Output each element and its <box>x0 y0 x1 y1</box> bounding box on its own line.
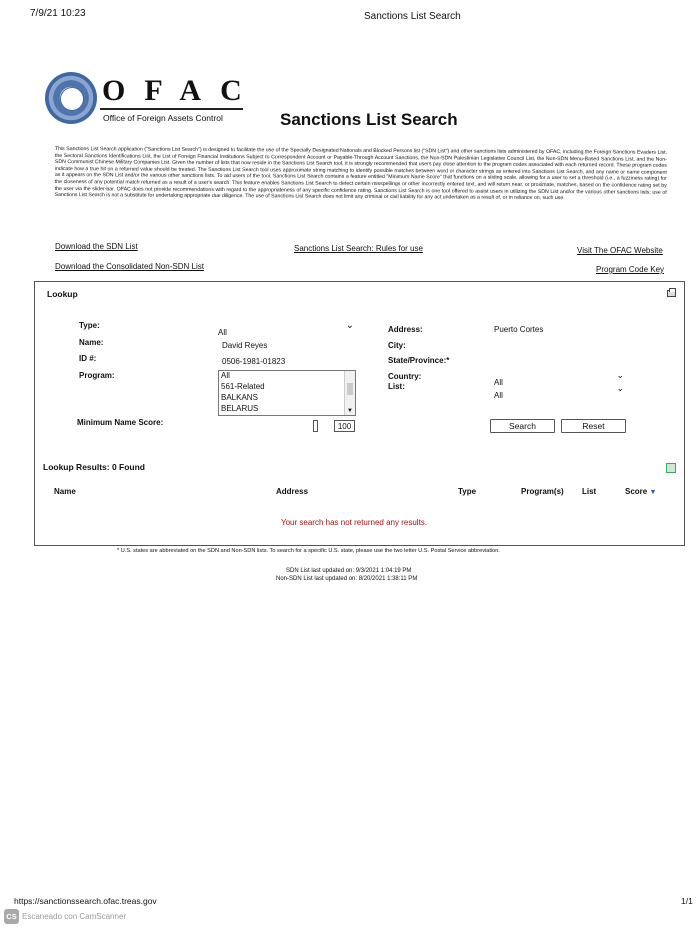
lookup-title: Lookup <box>47 289 78 299</box>
address-input[interactable]: Puerto Cortes <box>494 325 544 334</box>
program-option[interactable]: BELARUS <box>221 404 259 413</box>
ofac-wordmark: OFAC <box>102 74 261 107</box>
chevron-down-icon: ⌄ <box>345 320 354 331</box>
print-header <box>0 8 700 24</box>
name-label: Name: <box>79 338 104 347</box>
print-page-title: Sanctions List Search <box>364 11 461 22</box>
program-option[interactable]: All <box>221 371 230 380</box>
search-button[interactable]: Search <box>490 419 555 433</box>
camscanner-text: Escaneado con CamScanner <box>22 912 127 921</box>
city-label: City: <box>388 341 406 350</box>
country-value: All <box>494 378 503 387</box>
col-address-header[interactable]: Address <box>276 487 309 496</box>
program-label: Program: <box>79 371 115 380</box>
program-option[interactable]: BALKANS <box>221 393 258 402</box>
sdn-last-updated: SDN List last updated on: 9/3/2021 1:04:19 PM <box>286 568 412 574</box>
country-select[interactable] <box>494 370 624 387</box>
page-title: Sanctions List Search <box>280 110 458 129</box>
chevron-down-icon: ⌄ <box>616 370 624 380</box>
country-label: Country: <box>388 372 422 381</box>
list-value: All <box>494 391 503 400</box>
page-url: https://sanctionssearch.ofac.treas.gov <box>14 896 157 906</box>
scroll-down-arrow-icon[interactable]: ▼ <box>347 408 353 414</box>
col-score-header[interactable] <box>625 487 656 496</box>
name-input[interactable]: David Reyes <box>222 341 268 350</box>
list-select[interactable] <box>494 383 624 400</box>
no-results-message: Your search has not returned any results. <box>281 518 428 527</box>
intro-paragraph: This Sanctions List Search application ("Sanctions List Search") is designed to facilitate the use of the Specially Designated Nationals and Blocked Persons list ("SDN List") and other sanctions lists administered by OFAC, including the Foreign Sanctions Evaders List, the Sectoral Sanctions Identifications List, the List of Foreign Financial Institutions Subject to Correspondent Account or Payable-Through Account Sanctions, the Non-SDN Palestinian Legislative Council List, the Non-SDN Menu-Based Sanctions List, and the Non-SDN Communist Chinese Military Companies List. Given the number of lists that now reside in the Sanctions List Search tool, it is strongly recommended that users pay close attention to the program codes associated with each returned record. These program codes indicate how a true hit on a returned value should be treated. The Sanctions List Search tool uses approximate string matching to identify possible matches between word or character strings as entered into Sanctions List Search, and any name or name component as it appears on the SDN List and/or the various other sanctions lists. To aid users of the tool, Sanctions List Search contains a feature entitled "Minimum Name Score" that functions on a sliding scale, allowing for a user to set a threshold (i.e., a fuzziness rating) for the closeness of any potential match returned as a result of a user's search. This feature enables Sanctions List Search to detect certain misspellings or other incorrectly entered text, and will return near, or proximate, matches, based on the confidence rating set by the user via the slider-bar. OFAC does not provide recommendations with regard to the appropriateness of any specific confidence rating. Sanctions List Search is one tool offered to assist users in utilizing the SDN List and/or the various other sanctions lists; use of Sanctions List Search is not a substitute for undertaking appropriate due diligence. The use of Sanctions List Search does not limit any criminal or civil liability for any act undertaken as a result of, or in reliance on, such use. <box>54 146 667 202</box>
treasury-seal-icon <box>45 72 97 124</box>
state-footnote: * U.S. states are abbreviated on the SDN and Non-SDN lists. To search for a specific U.S. state, please use the two letter U.S. Postal Service abbreviation. <box>117 548 500 554</box>
reset-button[interactable]: Reset <box>561 419 626 433</box>
list-label: List: <box>388 382 405 391</box>
program-code-key-link[interactable]: Program Code Key <box>596 265 665 274</box>
results-title: Lookup Results: 0 Found <box>43 462 145 472</box>
id-input[interactable]: 0506-1981-01823 <box>222 357 286 366</box>
chevron-down-icon: ⌄ <box>616 383 624 393</box>
logo-divider <box>100 108 243 110</box>
type-select[interactable] <box>218 320 356 337</box>
rules-link[interactable]: Sanctions List Search: Rules for use <box>294 244 423 253</box>
min-score-slider-handle[interactable] <box>313 420 318 432</box>
min-score-input[interactable]: 100 <box>334 420 355 432</box>
type-label: Type: <box>79 321 100 330</box>
excel-export-icon[interactable] <box>666 463 676 473</box>
program-scrollbar[interactable] <box>344 371 355 415</box>
program-option[interactable]: 561-Related <box>221 382 265 391</box>
state-label: State/Province:* <box>388 356 450 365</box>
page-number: 1/1 <box>681 896 693 906</box>
nonsdn-last-updated: Non-SDN List last updated on: 8/20/2021 1:38:11 PM <box>276 576 418 582</box>
col-score-label: Score <box>625 487 648 496</box>
download-sdn-link[interactable]: Download the SDN List <box>55 242 138 251</box>
print-icon[interactable] <box>667 290 676 297</box>
visit-ofac-link[interactable]: Visit The OFAC Website <box>577 246 663 255</box>
col-name-header[interactable]: Name <box>54 487 76 496</box>
download-consolidated-link[interactable]: Download the Consolidated Non-SDN List <box>55 262 204 271</box>
id-label: ID #: <box>79 354 97 363</box>
camscanner-logo: CS <box>4 909 19 924</box>
print-datetime: 7/9/21 10:23 <box>30 8 86 19</box>
sort-down-icon: ▼ <box>649 489 657 496</box>
program-listbox[interactable] <box>218 370 356 416</box>
type-value: All <box>218 328 227 337</box>
ofac-subtitle: Office of Foreign Assets Control <box>103 113 223 123</box>
lookup-panel <box>34 281 685 546</box>
col-type-header[interactable]: Type <box>458 487 477 496</box>
col-list-header[interactable]: List <box>582 487 597 496</box>
address-label: Address: <box>388 325 423 334</box>
min-score-label: Minimum Name Score: <box>77 418 164 427</box>
col-programs-header[interactable]: Program(s) <box>521 487 564 496</box>
